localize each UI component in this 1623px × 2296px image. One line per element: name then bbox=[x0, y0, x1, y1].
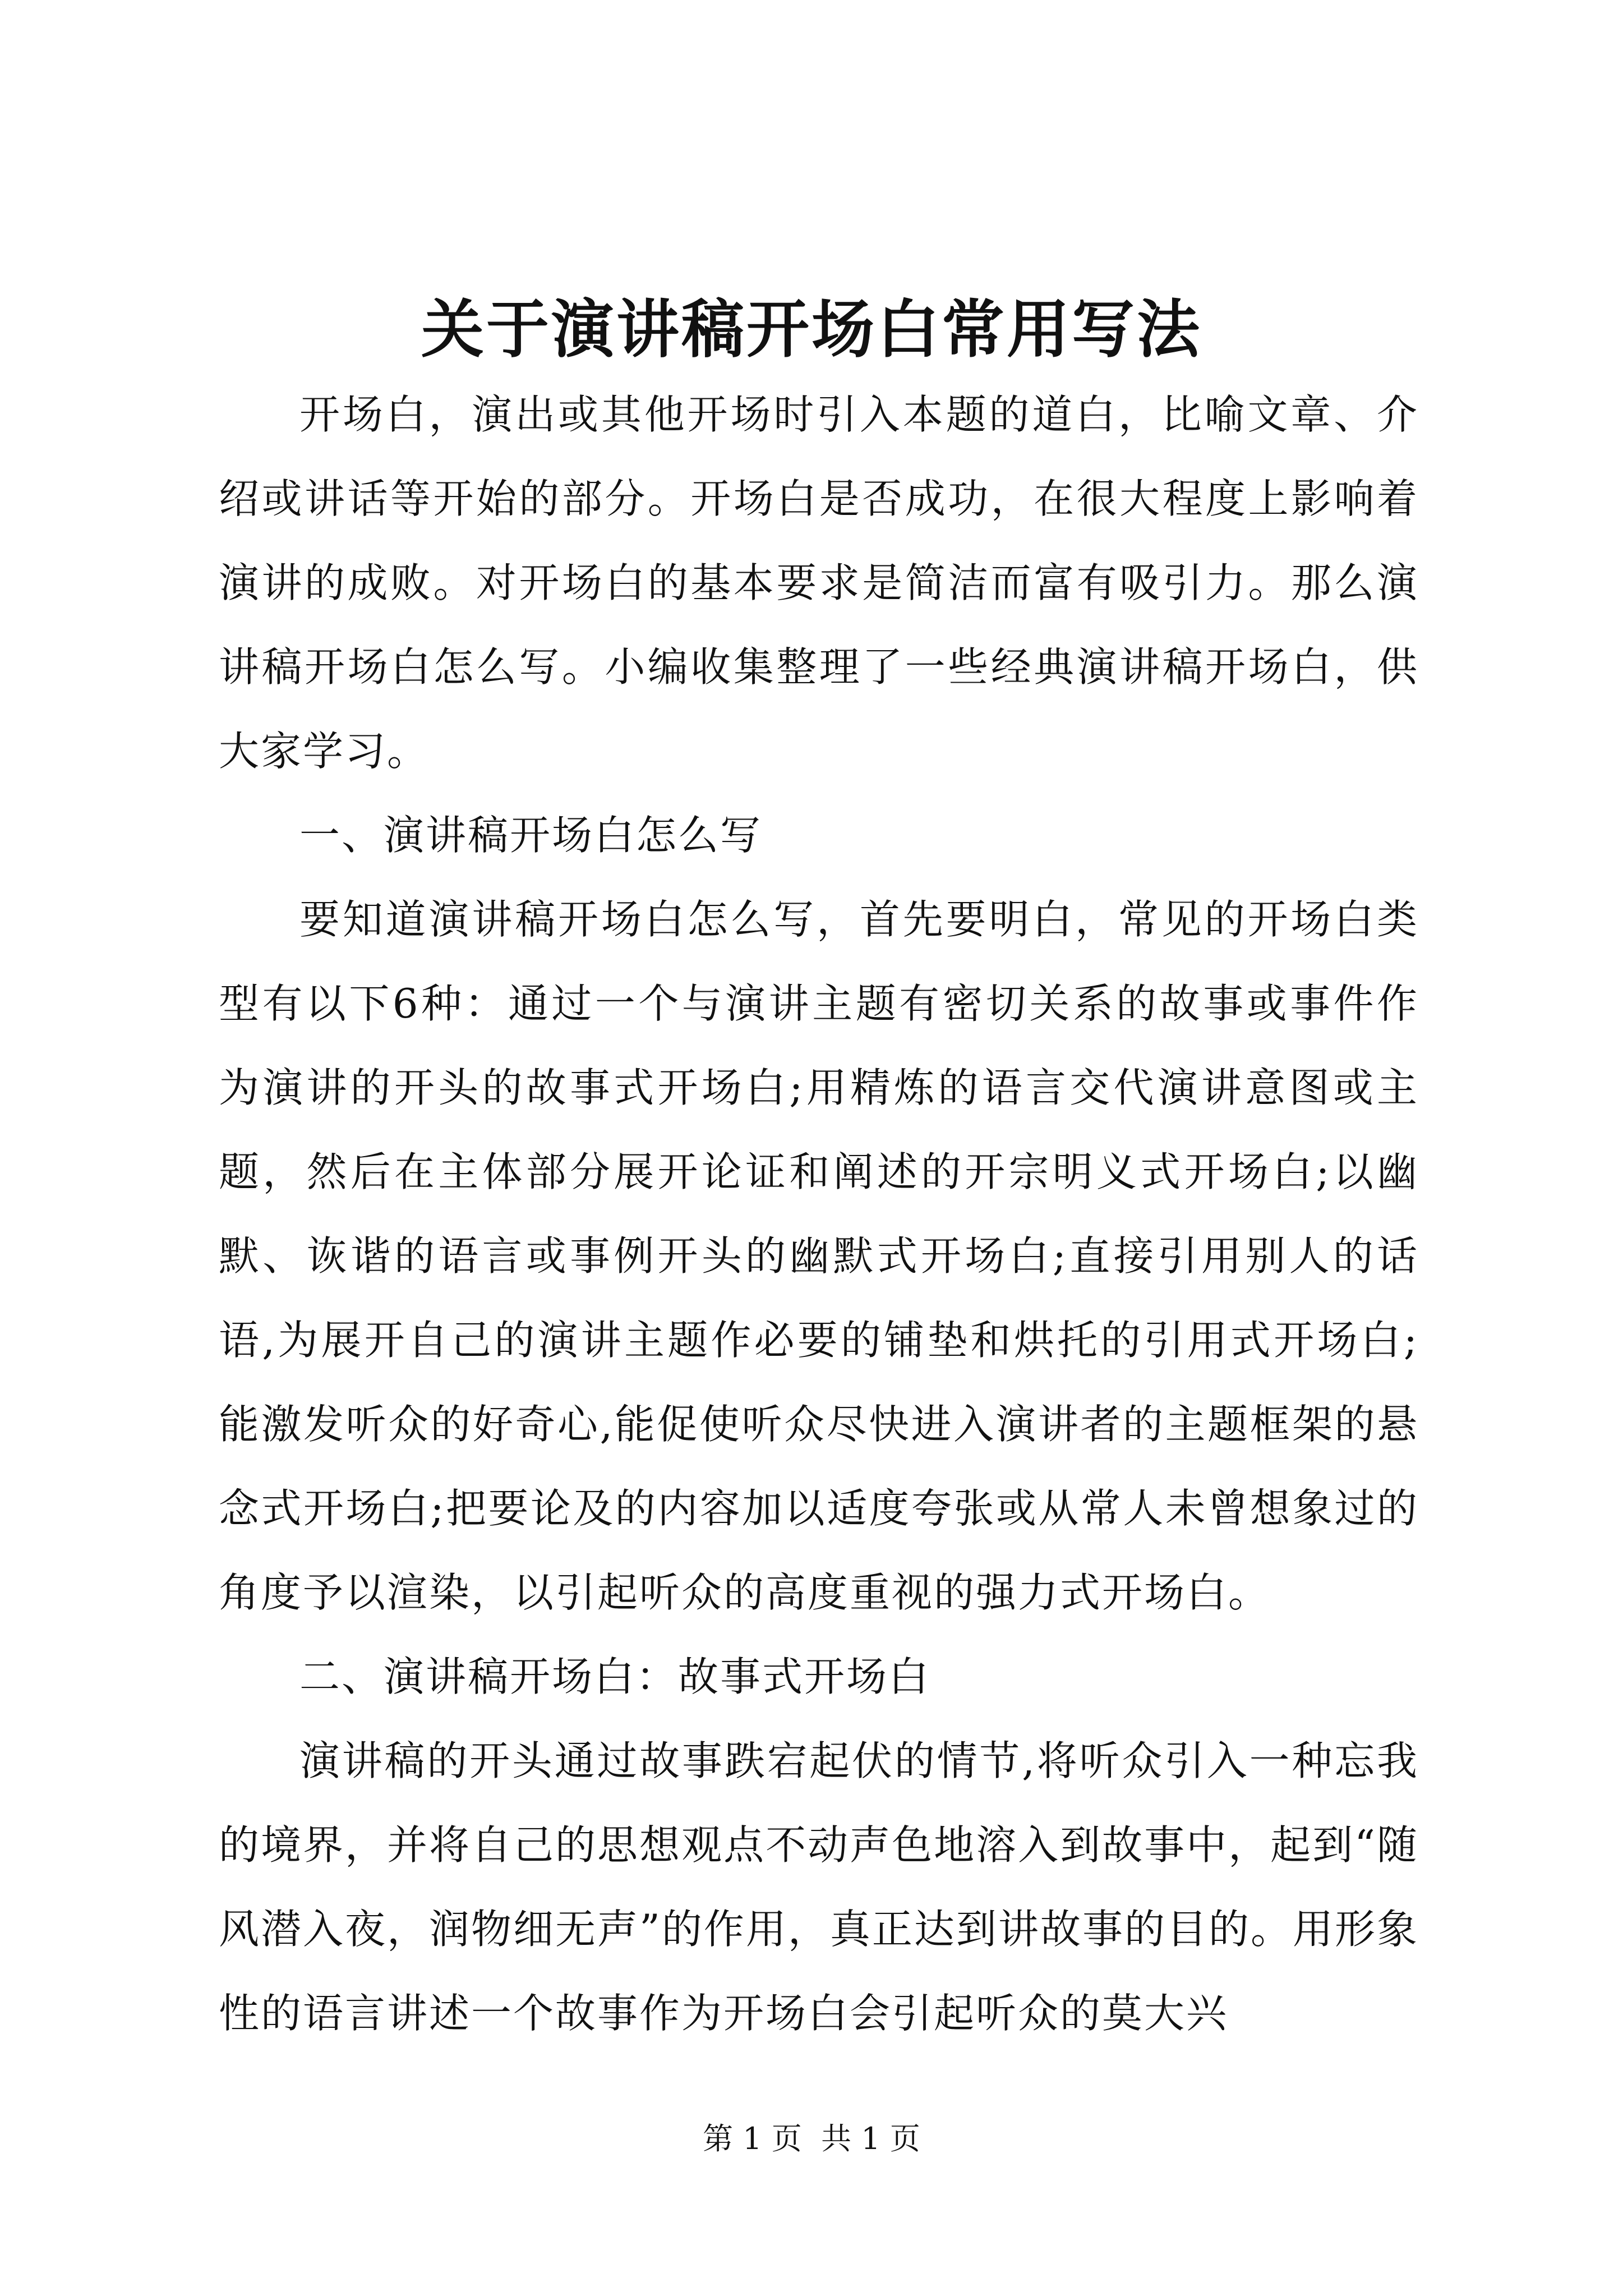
intro-paragraph: 开场白，演出或其他开场时引入本题的道白，比喻文章、介绍或讲话等开始的部分。开场白是否成功，在很大程度上影响着演讲的成败。对开场白的基本要求是简洁而富有吸引力。那么演讲稿开场白怎么写。小编收集整理了一些经典演讲稿开场白，供大家学习。 bbox=[219, 391, 1419, 775]
document-body bbox=[219, 372, 1419, 2055]
page-footer bbox=[0, 2119, 1623, 2159]
page-number-label: 第 1 页 共 1 页 bbox=[703, 2121, 920, 2156]
section-1-paragraph: 要知道演讲稿开场白怎么写，首先要明白，常见的开场白类型有以下6种：通过一个与演讲主题有密切关系的故事或事件作为演讲的开头的故事式开场白;用精炼的语言交代演讲意图或主题，然后在主体部分展开论证和阐述的开宗明义式开场白;以幽默、诙谐的语言或事例开头的幽默式开场白;直接引用别人的话语,为展开自己的演讲主题作必要的铺垫和烘托的引用式开场白;能激发听众的好奇心,能促使听众尽快进入演讲者的主题框架的悬念式开场白;把要论及的内容加以适度夸张或从常人未曾想象过的角度予以渲染，以引起听众的高度重视的强力式开场白。 bbox=[219, 896, 1419, 1616]
section-heading-1: 一、演讲稿开场白怎么写 bbox=[299, 812, 763, 859]
document-title: 关于演讲稿开场白常用写法 bbox=[421, 293, 1202, 366]
section-2-paragraph: 演讲稿的开头通过故事跌宕起伏的情节,将听众引入一种忘我的境界，并将自己的思想观点不动声色地溶入到故事中，起到“随风潜入夜，润物细无声”的作用，真正达到讲故事的目的。用形象性的语言讲述一个故事作为开场白会引起听众的莫大兴 bbox=[219, 1737, 1419, 2037]
section-heading-2: 二、演讲稿开场白：故事式开场白 bbox=[299, 1653, 931, 1700]
